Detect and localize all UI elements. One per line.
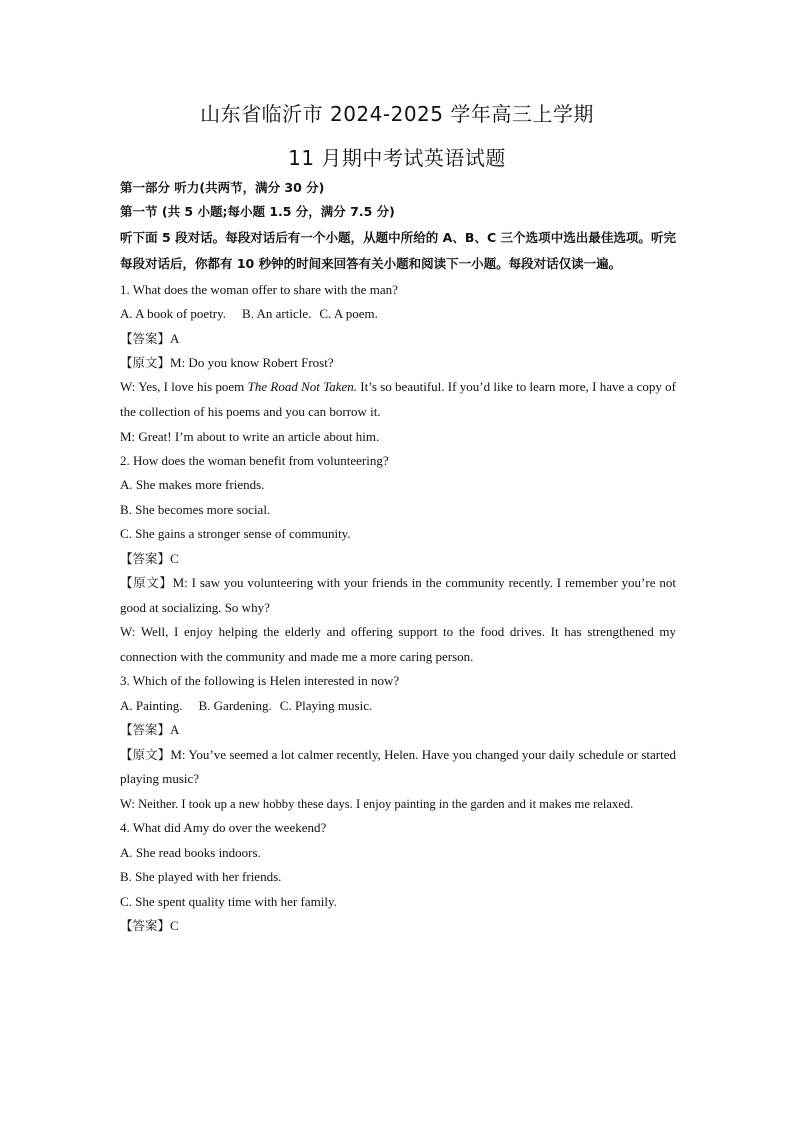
answer-value: A [170, 722, 180, 738]
q1-option-a: A. A book of poetry. [120, 306, 227, 322]
answer-label: 【答案】 [120, 330, 171, 346]
transcript-text: W: Yes, I love his poem [120, 379, 248, 395]
section-heading: 第一节 (共 5 小题;每小题 1.5 分，满分 7.5 分) [120, 204, 395, 220]
question-4: 4. What did Amy do over the weekend? [120, 820, 327, 836]
answer-value: A [170, 330, 180, 346]
transcript-label: 【原文】 [120, 746, 171, 762]
q3-answer [120, 718, 676, 742]
transcript-text: It’s so beautiful. If you’d like to learn more, I have a copy of the collection of his poems and you can borrow it. [120, 379, 676, 420]
question-1-options [120, 302, 676, 326]
q4-option-c: C. She spent quality time with her family. [120, 893, 337, 909]
q2-option-a: A. She makes more friends. [120, 477, 265, 493]
poem-title: The Road Not Taken. [247, 379, 358, 395]
answer-label: 【答案】 [120, 918, 171, 934]
q3-transcript-line1 [120, 743, 676, 792]
answer-value: C [170, 918, 179, 934]
q3-option-c: C. Playing music. [279, 697, 373, 713]
part-heading: 第一部分 听力(共两节，满分 30 分) [120, 180, 325, 195]
q2-option-c: C. She gains a stronger sense of community. [120, 526, 351, 542]
q2-transcript-line1 [120, 571, 676, 620]
answer-value: C [170, 550, 179, 566]
document-body [120, 176, 676, 938]
q1-answer [120, 327, 676, 351]
document-title-line2: 11 月期中考试英语试题 [288, 146, 506, 170]
section-instructions: 听下面 5 段对话。每段对话后有一个小题，从题中所给的 A、B、C 三个选项中选出最佳选项。听完每段对话后，你都有 10 秒钟的时间来回答有关小题和阅读下一小题。每段对话仅读一遍。 [120, 229, 676, 272]
q1-transcript-line1 [120, 351, 676, 375]
q4-answer [120, 914, 676, 938]
q2-option-b: B. She becomes more social. [120, 501, 271, 517]
q2-transcript-line2: W: Well, I enjoy helping the elderly and offering support to the food drives. It has strengthened my connection with the community and made me a more caring person. [120, 624, 676, 664]
transcript-text: M: Do you know Robert Frost? [170, 355, 334, 371]
transcript-text: M: You’ve seemed a lot calmer recently, Helen. Have you changed your daily schedule or started playing music? [120, 746, 676, 787]
transcript-label: 【原文】 [120, 355, 171, 371]
question-3-options [120, 694, 676, 718]
q1-option-c: C. A poem. [319, 306, 378, 322]
q4-option-a: A. She read books indoors. [120, 844, 261, 860]
question-2: 2. How does the woman benefit from volunteering? [120, 453, 389, 469]
q3-transcript-line2: W: Neither. I took up a new hobby these days. I enjoy painting in the garden and it makes me relaxed. [120, 796, 634, 811]
q3-option-b: B. Gardening. [198, 697, 272, 713]
question-3: 3. Which of the following is Helen interested in now? [120, 673, 400, 689]
document-title-line1: 山东省临沂市 2024-2025 学年高三上学期 [200, 102, 594, 126]
q1-option-b: B. An article. [242, 306, 312, 322]
q3-option-a: A. Painting. [120, 697, 183, 713]
transcript-text: M: I saw you volunteering with your friends in the community recently. I remember you’re not good at socializing. So why? [120, 575, 676, 615]
q1-transcript-line3: M: Great! I’m about to write an article about him. [120, 428, 380, 444]
question-1: 1. What does the woman offer to share with the man? [120, 281, 398, 297]
transcript-label: 【原文】 [120, 575, 173, 591]
q2-answer [120, 547, 676, 571]
answer-label: 【答案】 [120, 550, 171, 566]
q4-option-b: B. She played with her friends. [120, 869, 282, 885]
q1-transcript-line2 [120, 375, 676, 424]
answer-label: 【答案】 [120, 722, 171, 738]
